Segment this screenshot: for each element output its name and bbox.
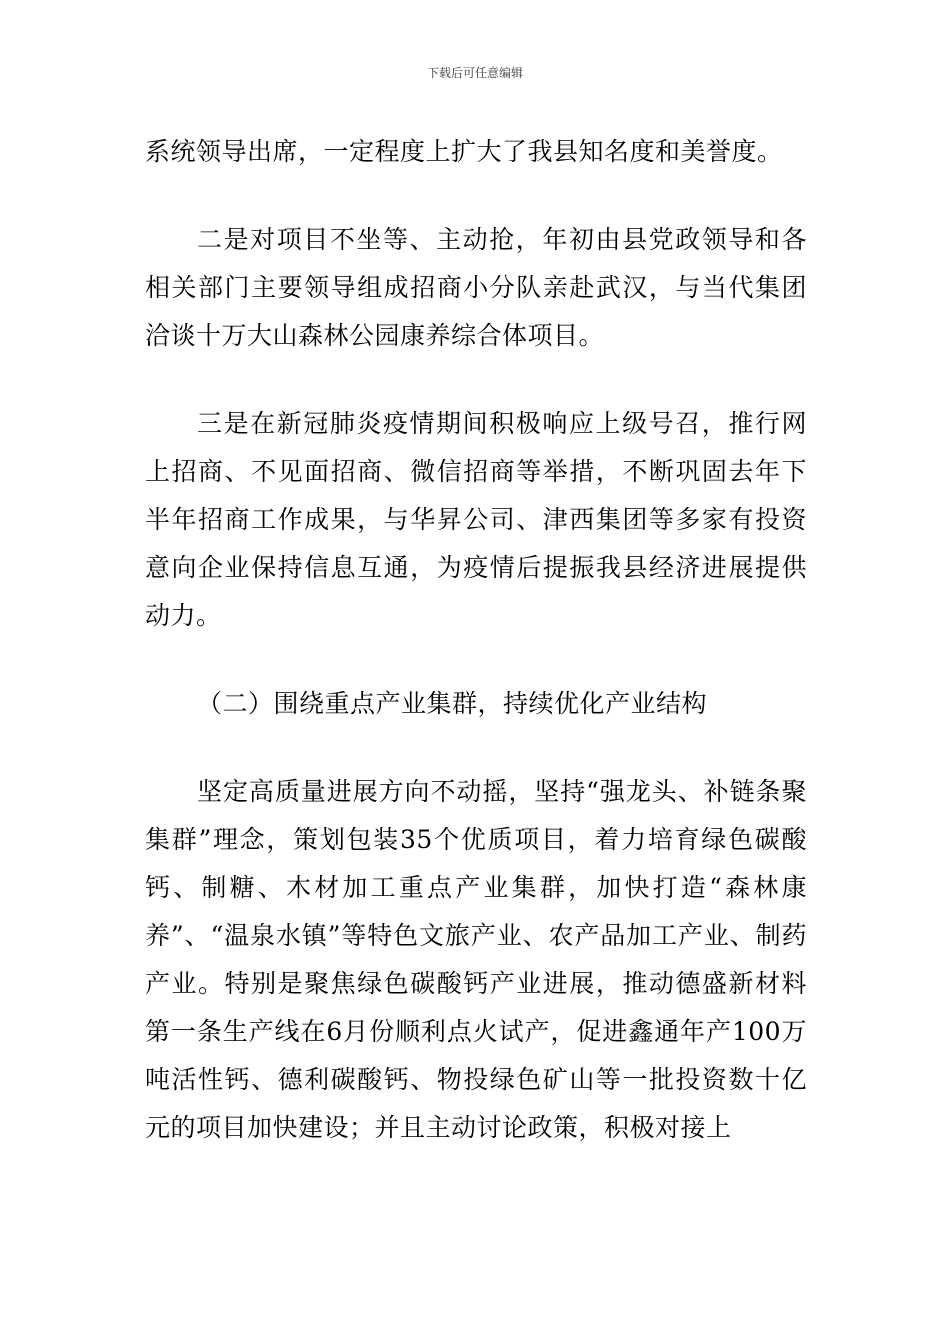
page-header: 下载后可任意编辑 [426, 66, 523, 80]
paragraph-continuation: 系统领导出席，一定程度上扩大了我县知名度和美誉度。 [145, 137, 783, 166]
document-body [145, 128, 807, 1152]
paragraph-item-three: 三是在新冠肺炎疫情期间积极响应上级号召，推行网上招商、不见面招商、微信招商等举措，不断巩固去年下半年招商工作成果，与华昇公司、津西集团等多家有投资意向企业保持信息互通，为疫情后提振我县经济进展提供动力。 [145, 409, 807, 630]
paragraph-item-two: 二是对项目不坐等、主动抢，年初由县党政领导和各相关部门主要领导组成招商小分队亲赴武汉，与当代集团洽谈十万大山森林公园康养综合体项目。 [145, 225, 807, 350]
section-heading: （二）围绕重点产业集群，持续优化产业结构 [197, 689, 708, 718]
paragraph-industry: 坚定高质量进展方向不动摇，坚持“强龙头、补链条聚集群”理念，策划包装35个优质项目，着力培育绿色碳酸钙、制糖、木材加工重点产业集群，加快打造“森林康养”、“温泉水镇”等特色文旅产业、农产品加工产业、制药产业。特别是聚焦绿色碳酸钙产业进展，推动德盛新材料第一条生产线在6月份顺利点火试产，促进鑫通年产100万吨活性钙、德利碳酸钙、物投绿色矿山等一批投资数十亿元的项目加快建设；并且主动讨论政策，积极对接上 [145, 777, 807, 1142]
